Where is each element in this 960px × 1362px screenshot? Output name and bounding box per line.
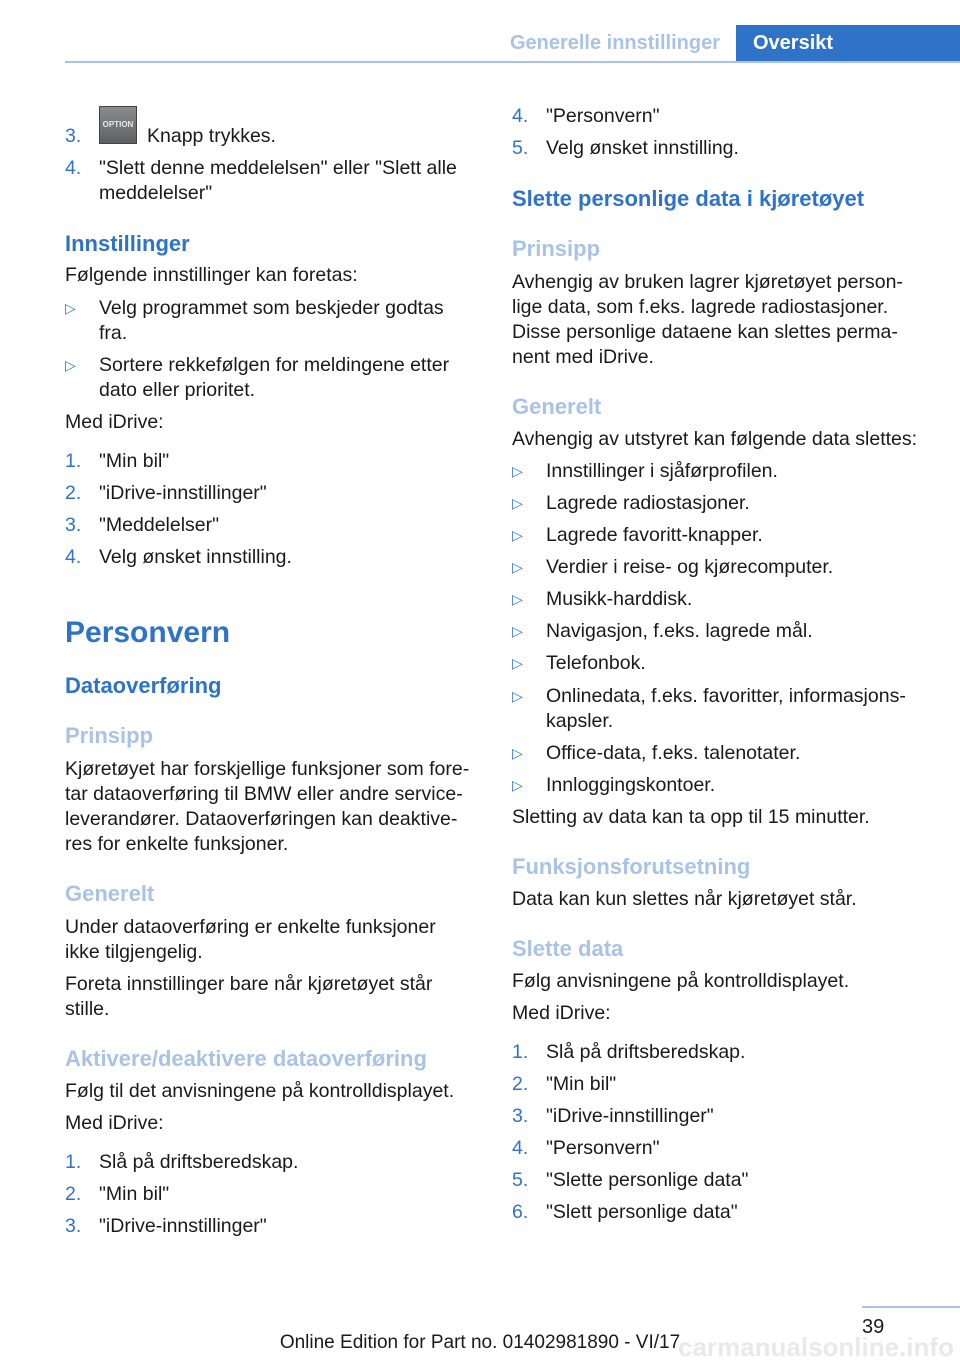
list-number: 4. [512, 1137, 529, 1159]
bullet-triangle-icon: ▷ [512, 559, 523, 575]
list-number: 2. [512, 1073, 529, 1095]
list-item: "Slett personlige data" [546, 1201, 738, 1223]
list-item: Velg ønsket innstilling. [546, 137, 739, 159]
bullet-text: Lagrede favoritt-knapper. [546, 524, 763, 546]
watermark: carmanualsonline.info [678, 1332, 954, 1362]
footer-edition: Online Edition for Part no. 01402981890 - VI/17 [279, 1332, 681, 1353]
header-tab-oversikt: Oversikt [736, 25, 960, 62]
heading-innstillinger: Innstillinger [65, 231, 190, 256]
list-item: Velg ønsket innstilling. [99, 546, 292, 568]
list-item: "Personvern" [546, 1137, 660, 1159]
heading-slette-data: Slette data [512, 936, 624, 961]
step-number: 3. [65, 125, 82, 147]
bullet-triangle-icon: ▷ [512, 591, 523, 607]
step-number: 4. [65, 157, 82, 179]
list-item: Slå på driftsberedskap. [99, 1151, 299, 1173]
list-number: 3. [512, 1105, 529, 1127]
paragraph: Med iDrive: [65, 1112, 164, 1134]
paragraph-line: tar dataoverføring til BMW eller andre service- [65, 783, 463, 805]
bullet-triangle-icon: ▷ [512, 688, 523, 704]
bullet-triangle-icon: ▷ [65, 357, 76, 373]
list-number: 3. [65, 514, 82, 536]
heading-aktivere: Aktivere/deaktivere dataoverføring [65, 1046, 427, 1071]
paragraph: Følgende innstillinger kan foretas: [65, 264, 358, 286]
bullet-text: Verdier i reise- og kjørecomputer. [546, 556, 834, 578]
paragraph-line: Kjøretøyet har forskjellige funksjoner som fore- [65, 758, 470, 780]
list-number: 5. [512, 137, 529, 159]
bullet-triangle-icon: ▷ [512, 463, 523, 479]
list-number: 4. [65, 546, 82, 568]
bullet-triangle-icon: ▷ [512, 777, 523, 793]
list-number: 1. [65, 1151, 82, 1173]
bullet-text: Innloggingskontoer. [546, 774, 716, 796]
bullet-triangle-icon: ▷ [512, 527, 523, 543]
list-number: 2. [65, 1183, 82, 1205]
list-item: "Meddelelser" [99, 514, 220, 536]
header-section-title: Generelle innstillinger [509, 32, 720, 54]
paragraph-line: leverandører. Dataoverføringen kan deaktive- [65, 808, 458, 830]
step-text: "Slett denne meddelelsen" eller "Slett alle [99, 157, 457, 179]
paragraph: Følg anvisningene på kontrolldisplayet. [512, 970, 850, 992]
heading-dataoverforing: Dataoverføring [65, 673, 222, 698]
option-button-icon: OPTION [99, 106, 137, 144]
heading-funksjonsforutsetning: Funksjonsforutsetning [512, 854, 751, 879]
bullet-triangle-icon: ▷ [65, 300, 76, 316]
bullet-text: Velg programmet som beskjeder godtas [99, 297, 444, 319]
step-text: meddelelser" [99, 182, 213, 204]
paragraph-line: Disse personlige dataene kan slettes perma- [512, 321, 898, 343]
list-number: 1. [65, 450, 82, 472]
step-text: Knapp trykkes. [147, 125, 276, 147]
list-number: 2. [65, 482, 82, 504]
bullet-triangle-icon: ▷ [512, 623, 523, 639]
paragraph: Med iDrive: [512, 1002, 611, 1024]
paragraph-line: res for enkelte funksjoner. [65, 833, 289, 855]
paragraph-line: stille. [65, 998, 110, 1020]
header-divider [65, 61, 960, 63]
bullet-text: dato eller prioritet. [99, 379, 256, 401]
footer-divider [862, 1306, 960, 1308]
bullet-text: kapsler. [546, 710, 614, 732]
list-item: "Min bil" [99, 450, 170, 472]
heading-generelt: Generelt [512, 394, 602, 419]
list-number: 4. [512, 105, 529, 127]
list-number: 3. [65, 1215, 82, 1237]
list-number: 5. [512, 1169, 529, 1191]
bullet-text: Navigasjon, f.eks. lagrede mål. [546, 620, 813, 642]
bullet-text: Telefonbok. [546, 652, 646, 674]
list-item: Slå på driftsberedskap. [546, 1041, 746, 1063]
heading-prinsipp: Prinsipp [512, 236, 601, 261]
paragraph-line: ikke tilgjengelig. [65, 941, 203, 963]
paragraph: Følg til det anvisningene på kontrolldisplayet. [65, 1080, 455, 1102]
list-number: 6. [512, 1201, 529, 1223]
heading-prinsipp: Prinsipp [65, 723, 154, 748]
bullet-text: Sortere rekkefølgen for meldingene etter [99, 354, 450, 376]
paragraph-line: Avhengig av bruken lagrer kjøretøyet person- [512, 271, 903, 293]
paragraph-line: Under dataoverføring er enkelte funksjoner [65, 916, 436, 938]
paragraph: Sletting av data kan ta opp til 15 minutter. [512, 806, 870, 828]
bullet-text: Musikk-harddisk. [546, 588, 693, 610]
paragraph: Data kan kun slettes når kjøretøyet står. [512, 888, 857, 910]
list-item: "Min bil" [546, 1073, 617, 1095]
bullet-text: Office-data, f.eks. talenotater. [546, 742, 801, 764]
paragraph: Med iDrive: [65, 411, 164, 433]
paragraph-line: lige data, som f.eks. lagrede radiostasjoner. [512, 296, 889, 318]
bullet-text: fra. [99, 322, 128, 344]
list-item: "Slette personlige data" [546, 1169, 749, 1191]
list-item: "Min bil" [99, 1183, 170, 1205]
bullet-text: Innstillinger i sjåførprofilen. [546, 460, 778, 482]
bullet-text: Onlinedata, f.eks. favoritter, informasjons- [546, 685, 906, 707]
heading-slette-personlige-data: Slette personlige data i kjøretøyet [512, 186, 865, 211]
list-item: "iDrive-innstillinger" [546, 1105, 714, 1127]
list-item: "iDrive-innstillinger" [99, 1215, 267, 1237]
list-number: 1. [512, 1041, 529, 1063]
paragraph-line: Foreta innstillinger bare når kjøretøyet står [65, 973, 433, 995]
bullet-triangle-icon: ▷ [512, 655, 523, 671]
bullet-triangle-icon: ▷ [512, 495, 523, 511]
list-item: "iDrive-innstillinger" [99, 482, 267, 504]
heading-generelt: Generelt [65, 881, 155, 906]
list-item: "Personvern" [546, 105, 660, 127]
heading-personvern: Personvern [65, 616, 231, 649]
bullet-triangle-icon: ▷ [512, 745, 523, 761]
bullet-text: Lagrede radiostasjoner. [546, 492, 750, 514]
paragraph: Avhengig av utstyret kan følgende data slettes: [512, 428, 918, 450]
page-number: 39 [862, 1316, 885, 1338]
paragraph-line: nent med iDrive. [512, 346, 654, 368]
